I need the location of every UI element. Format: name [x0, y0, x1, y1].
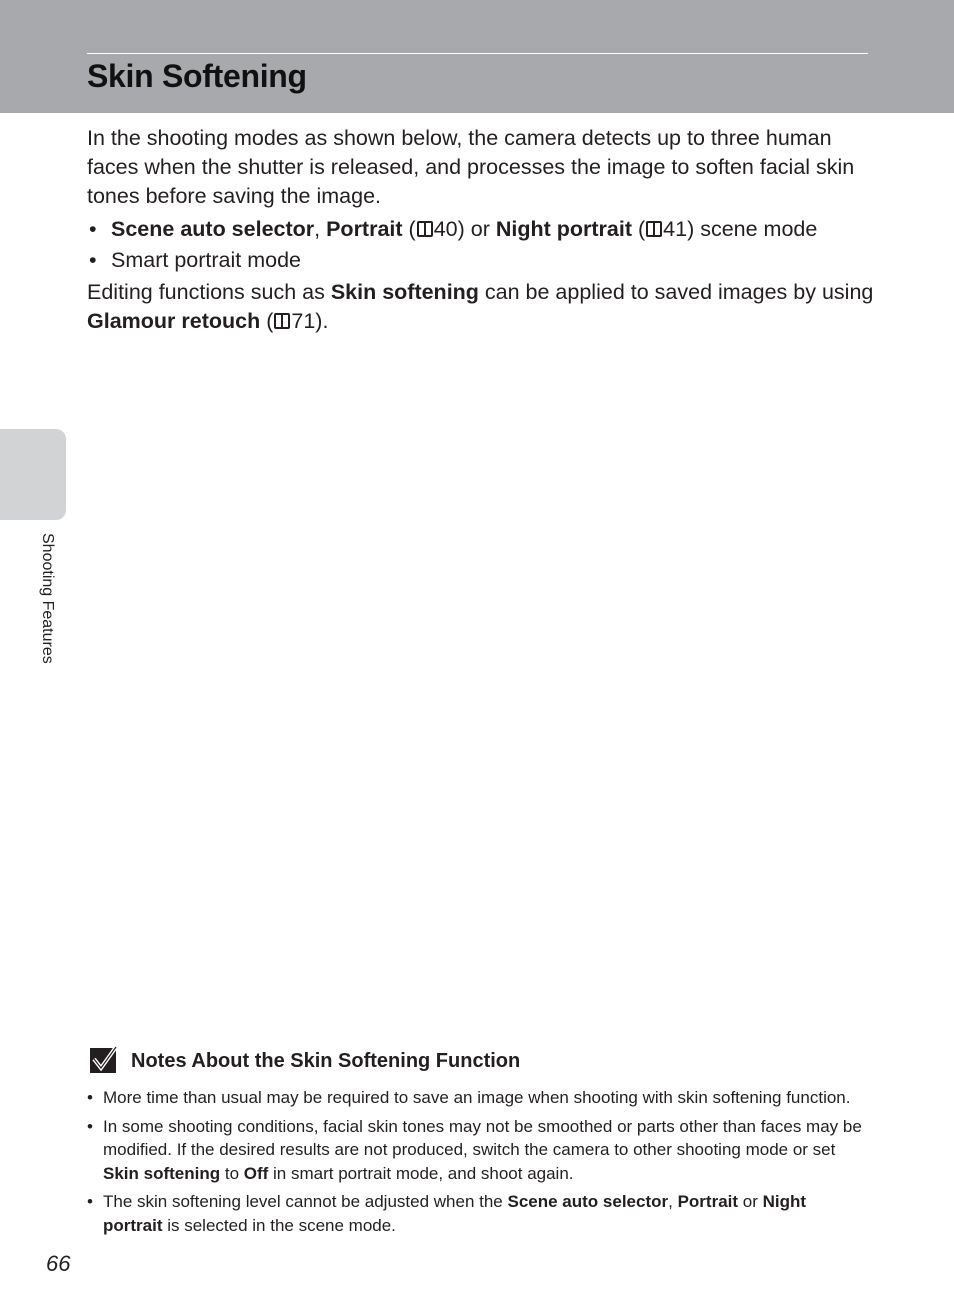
intro-paragraph: In the shooting modes as shown below, the camera detects up to three human faces when the shutter is released, and processes the image to soften facial skin tones before saving the image. [87, 126, 855, 208]
list-item: • In some shooting conditions, facial skin tones may not be smoothed or parts other than faces may be modified. If the desired results are not produced, switch the camera to other shooting mode or set Skin softening to Off in smart portrait mode, and shoot again. [87, 1115, 867, 1186]
scene-auto-selector-term: Scene auto selector [111, 217, 315, 241]
side-tab [0, 429, 66, 520]
editing-paragraph: Editing functions such as Skin softening can be applied to saved images by using Glamour retouch ( 71). [87, 280, 874, 333]
page-number: 66 [46, 1251, 71, 1276]
header-rule [87, 53, 868, 54]
list-item: • Scene auto selector, Portrait ( 40) or Night portrait ( 41) scene mode [87, 215, 887, 244]
page-ref: 41 [663, 217, 688, 241]
list-item: • Smart portrait mode [87, 246, 887, 275]
night-portrait-term: Night portrait [495, 217, 633, 241]
checkmark-note-icon [89, 1045, 119, 1075]
book-reference-icon [274, 313, 290, 329]
notes-list [87, 1086, 867, 1242]
note-title: Notes About the Skin Softening Function [131, 1050, 521, 1072]
page-ref: 40 [433, 217, 458, 241]
glamour-retouch-term: Glamour retouch [87, 309, 261, 333]
skin-softening-term: Skin softening [330, 280, 479, 304]
portrait-term: Portrait [326, 217, 403, 241]
list-item: • The skin softening level cannot be adjusted when the Scene auto selector, Portrait or Night portrait is selected in the scene mode. [87, 1190, 867, 1237]
list-item: • More time than usual may be required to save an image when shooting with skin softening function. [87, 1086, 867, 1110]
page-title: Skin Softening [87, 58, 307, 94]
book-reference-icon [417, 221, 433, 237]
side-section-label: Shooting Features [39, 533, 56, 664]
page-ref: 71 [291, 309, 316, 333]
book-reference-icon [646, 221, 662, 237]
mode-list [87, 215, 887, 277]
header-band [0, 0, 954, 113]
